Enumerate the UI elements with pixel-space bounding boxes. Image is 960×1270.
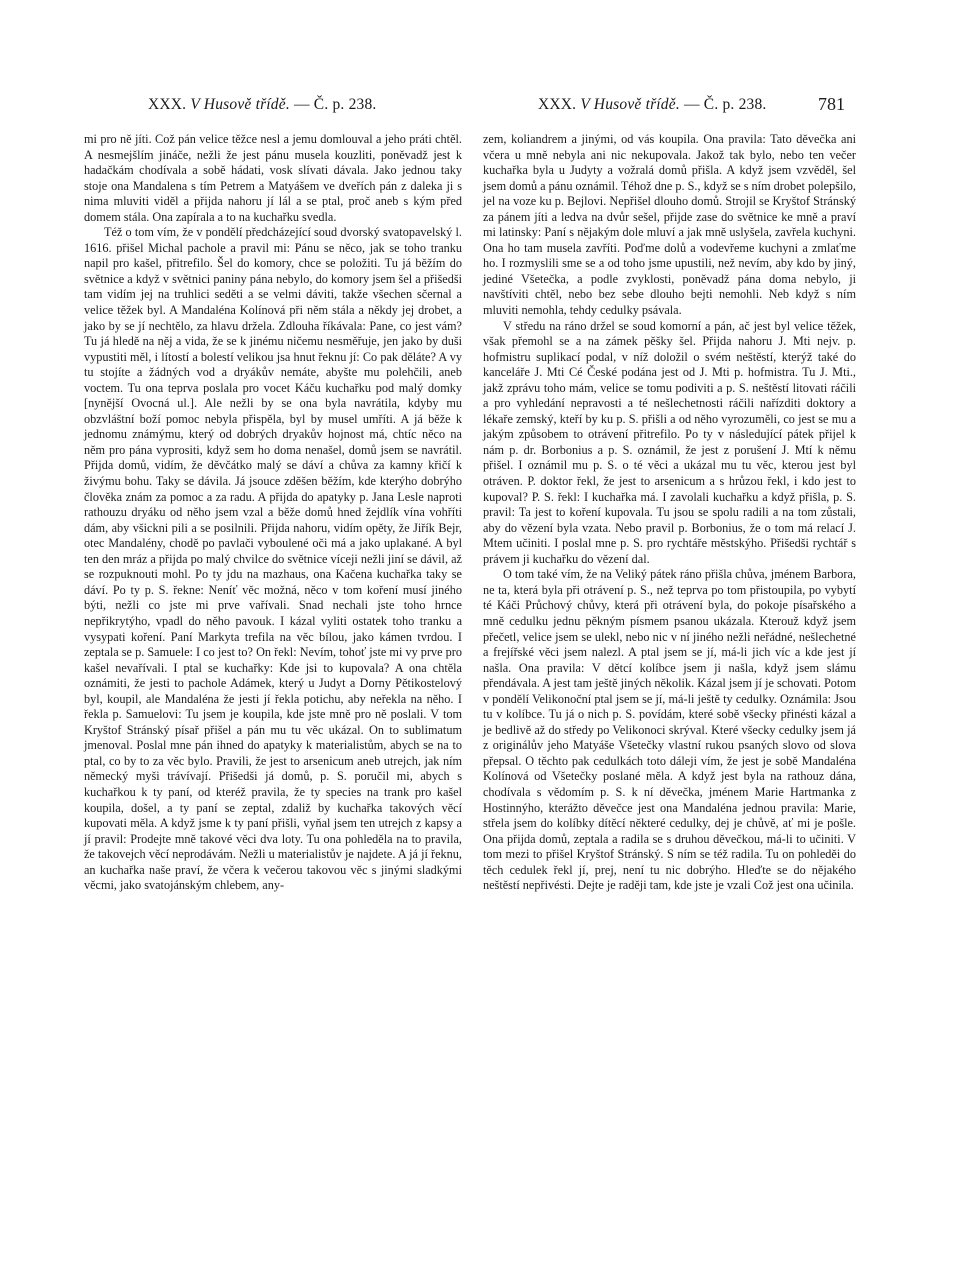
running-header	[0, 96, 960, 126]
header-right-title: V Husově třídě.	[580, 96, 680, 113]
right-column	[483, 132, 856, 894]
running-header-left	[148, 96, 377, 114]
header-left-suffix: — Č. p. 238.	[294, 96, 377, 113]
header-left-title: V Husově třídě.	[190, 96, 290, 113]
paragraph: zem, koliandrem a jinými, od vás koupila. Ona pravila: Tato děvečka ani včera u mně nebyla ani nic nekupovala. Jakož tak bylo, nebo ten večer kuchařka byla u Judyty a vožralá domů přišla. A když jsem vzvěděl, šel jsem domů a pánu oznámil. Téhož dne p. S., když se s ním drobet polepšilo, jel na voze ku p. Bejlovi. Nepřišel dlouho domů. Strojil se Kryštof Stránský za pánem jíti a ledva na dvůr sešel, přijde zase do světnice ke mně a praví mi latinsky: Paní s nějakým dole mluví a jak mně uslyšela, zavřela kuchyni. Ona ho tam musela zavříti. Poďme dolů a vodevřeme kuchyni a zmlaťme ho. I rozmyslili sme se a od toho jsme upustili, než nevím, aby kdo by jiný, jediné Všetečka, a podle zvyklosti, poněvadž pána doma nebylo, ji navštíviti chtěl, nebo bez sebe dlouho bejti nemohli. Neb když s ním mluviti nemohla, tehdy cedulky psávala.	[483, 132, 856, 318]
page-number: 781	[818, 94, 845, 114]
header-left-prefix: XXX.	[148, 96, 187, 113]
running-header-right	[538, 96, 767, 114]
paragraph: Též o tom vím, že v pondělí předcházející soud dvorský svatopavelský l. 1616. přišel Michal pachole a pravil mi: Pánu se něco, jak se toho tranku napil pro kašel, přitrefilo. Šel do komory, chce se položiti. Tu já běžím do světnice a když v světnici paniny pána nebylo, do komory jsem šel a přišedši tam vidím jej na truhlici seděti a se velmi dáviti, takže všechen sčernal a velice těžek byl. A Mandaléna Kolínová při něm stála a někdy jej drobet, a jako by se jí nechtělo, za hlavu držela. Zdlouha říkávala: Pane, co jest vám? Tu já hledě na něj a vida, že se k jinému ničemu nesměřuje, jen jako by duši vypustiti měl, i lítostí a bolestí velikou jsa hnut řeknu jí: Co pak děláte? A vy tu stojíte a žádných vod a dryákův nemáte, abyšte mu polehčili, aneb voctem. Tu ona teprva poslala pro vocet Káču kuchařku pod malý domky [nynější Ovocná ul.]. Ale nežli by se ona byla navrátila, kdyby mu obzvláštní boží pomoc nebyla přispěla, byl by musel umříti. A já běže k jednomu známýmu, který od dobrých dryakův hojnost má, chtíc něco na něm pro pána vyprositi, když sem ho doma nenašel, domů jsem se navrátil. Přijda domů, vidím, že děvčátko malý se dáví a chůva za kamny křičí k živýmu bohu. Taky se dávila. Já jsouce zděšen běžím, kde kterýho dobrýho člověka znám za pomoc a za radu. A přijda do apatyky p. Jana Lesle naproti rathouzu dryáku od něho jsem vzal a běže domů hned žejdlík vína vohříti dám, aby všickni pili a se posilnili. Přijda nahoru, vidím opěty, že Jiřík Bejr, otec Mandalény, chodě po pavlači vyboulené oči má a jako uplakané. A byl ten den mráz a přijda po malý chvilce do světnice víceji nežli jiní se dávil, až se rozpuknouti mohl. Po ty jdu na mazhaus, ona Kačena kuchařka taky se dáví. Po ty p. S. řekne: Neníť věc možná, něco v tom koření musí jiného býti, nežli co jste mi prve vařívali. Snad nechali jste toho hrnce nepřikrytýho, vpadl do něho pavouk. I kázal vyliti ostatek toho tranku a vysypati koření. Paní Markyta trefila na věc bílou, jako kámen tvrdou. I zeptala se p. Samuele: I co jest to? On řekl: Nevím, tohoť jste mi vy prve pro kašel nevařívali. I ptal se kuchařky: Kde jsi to kupovala? A ona chtěla oznámiti, že jesti to pachole Adámek, který u Judyt a Dorny Pětikostelový byl, koupil, ale Mandaléna že jesti jí řekla potichu, aby neřekla na něho. I řekla p. Samuelovi: Tu jsem je koupila, kde jste mně pro ně poslali. V tom Kryštof Stránský písař přišel a pán mu tu věc ukázal. On to sublimatum jmenoval. Poslal mne pán ihned do apatyky k materialistům, abych se na to ptal, co by to za věc bylo. Pravili, že jest to arsenicum aneb utrejch, jak ním německý myši trávívají. Přišedši já domů, p. S. poručil mi, abych s kuchařkou k ty paní, od kteréž pravila, že ty species na trank pro kašel koupila, došel, a ty paní se zeptal, zdaliž by kuchařka takových věcí kupovati měla. A když jsme k ty paní přišli, vyňal jsem ten utrejch z kapsy a jí pravil: Prodejte mně takové věci dva loty. Tu ona pohleděla na to pravila, že takovejch věcí neprodávám. Nežli u materialistův je najdete. A já jí řeknu, an kuchařka naše praví, že včera k večerou takovou věc s jinými sladkými věcmi, jako svatojánským chlebem, any-	[84, 225, 462, 893]
paragraph: O tom také vím, že na Veliký pátek ráno přišla chůva, jménem Barbora, ne ta, která byla při otrávení p. S., než teprva po tom přistoupila, po vybytí té Káči Průchový chůvy, která při otrávení byla, do pokoje písařského a mně cedulku jednu pěkným písmem psanou ukázala. Kterouž když jsem přečetl, velice jsem se ulekl, nebo nic v ní jiného nežli neřádné, nešlechetné a frejířské věci jsem nalezl. A ptal jsem se jí, má-li jich víc a kde jest jí našla. Ona pravila: V dětcí kolíbce jsem ji našla, když jsem slámu přendávala. A jest tam ještě jiných několik. Kázal jsem jí je schovati. Potom v pondělí Velikonoční ptal jsem se jí, má-li ještě ty cedulky. Oznámila: Jsou tu v kolíbce. Tu já o nich p. S. povídám, které sobě všecky přinésti kázal a je bedlivě až do středy po Velikonoci skrýval. Které všecky cedulky jsem já z originálův jeho Matyáše Všetečky vlastní rukou psaných slovo od slova přepsal. O těchto pak cedulkách toto dáleji vím, že jest je sobě Mandaléna Kolínová od Všetečky poslané měla. A když jest byla na rathouz dána, chodívala s vědomím p. S. k ní děvečka, jménem Marie Hartmanka z Hostinnýho, kterážto děvečce jest ona Mandaléna jednou pravila: Marie, střela jsem do kolíbky dítěcí některé cedulky, dej je chůvě, ať mi je pošle. Ona přijda domů, zeptala a radila se s druhou děvečkou, má-li to učiniti. V tom mezi to přišel Kryštof Stránský. S ním se též radila. Tu on pohleděi do těch cedulek řekl jí, prej, není tu nic dobrýho. Hleďte se do nějakého neštěstí nepřivésti. Dejte je raději tam, kde jste je vzali Což jest ona učinila.	[483, 567, 856, 893]
left-column	[84, 132, 462, 894]
header-right-prefix: XXX.	[538, 96, 577, 113]
paragraph: mi pro ně jíti. Což pán velice těžce nesl a jemu domlouval a jeho práti chtěl. A nesmejšlím jináče, nežli že jest pánu musela kouzliti, poněvadž jest k hadačkám chodívala a sobě hádati, vosk slívati dávala. Jako jednou taky stoje ona Mandalena s tím Petrem a Matyášem ve dveřích pán z daleka ji s nima mluviti viděl a přijda nahoru jí lál a se ptal, proč aneb s kým před domem stála. Ona zapírala a to na kuchařku svedla.	[84, 132, 462, 224]
header-right-suffix: — Č. p. 238.	[684, 96, 767, 113]
paragraph: V středu na ráno držel se soud komorní a pán, ač jest byl velice těžek, však přemohl se a na zámek pěšky šel. Přijda nahoru J. Mti nejv. p. hofmistru suplikací podal, v níž doložil o svém neštěstí, kterýž také do kanceláře J. Mti Cé České podána jest od J. Mti p. hofmistra. Tu J. Mti., jakž zprávu toho mám, velice se tomu podiviti a p. S. neštěstí litovati ráčili a pro vyhledání nepravosti a té nešlechetnosti ráčili nařízditi doktory a lékaře zemský, kteří by ku p. S. přišli a od něho vyrozuměli, co jest se mu a jakým způsobem to otrávení přitrefilo. Po ty v následující pátek přijel k nám p. dr. Borbonius a p. S. oznámil, že jest z porušení J. Mtí k němu přišel. I oznámil mu p. S. o té věci a ukázal mu tu věc, kterou jest byl otráven. P. doktor řekl, že jest to arsenicum a s hrůzou řekl, i kdo jest to kupoval? P. S. řekl: I kuchařka má. I zavolali kuchařku a když přišla, p. S. pravil: Ta jest to koření kupovala. Tu jsou se spolu radili a na tom zůstali, aby do vězení byla vzata. Nebo pravil p. Borbonius, že o tom má relací J. Mtem učiniti. I poslal mne p. S. pro rychtáře městskýho. Přišedši rychtář s právem ji kuchařku do vězení dal.	[483, 318, 856, 566]
